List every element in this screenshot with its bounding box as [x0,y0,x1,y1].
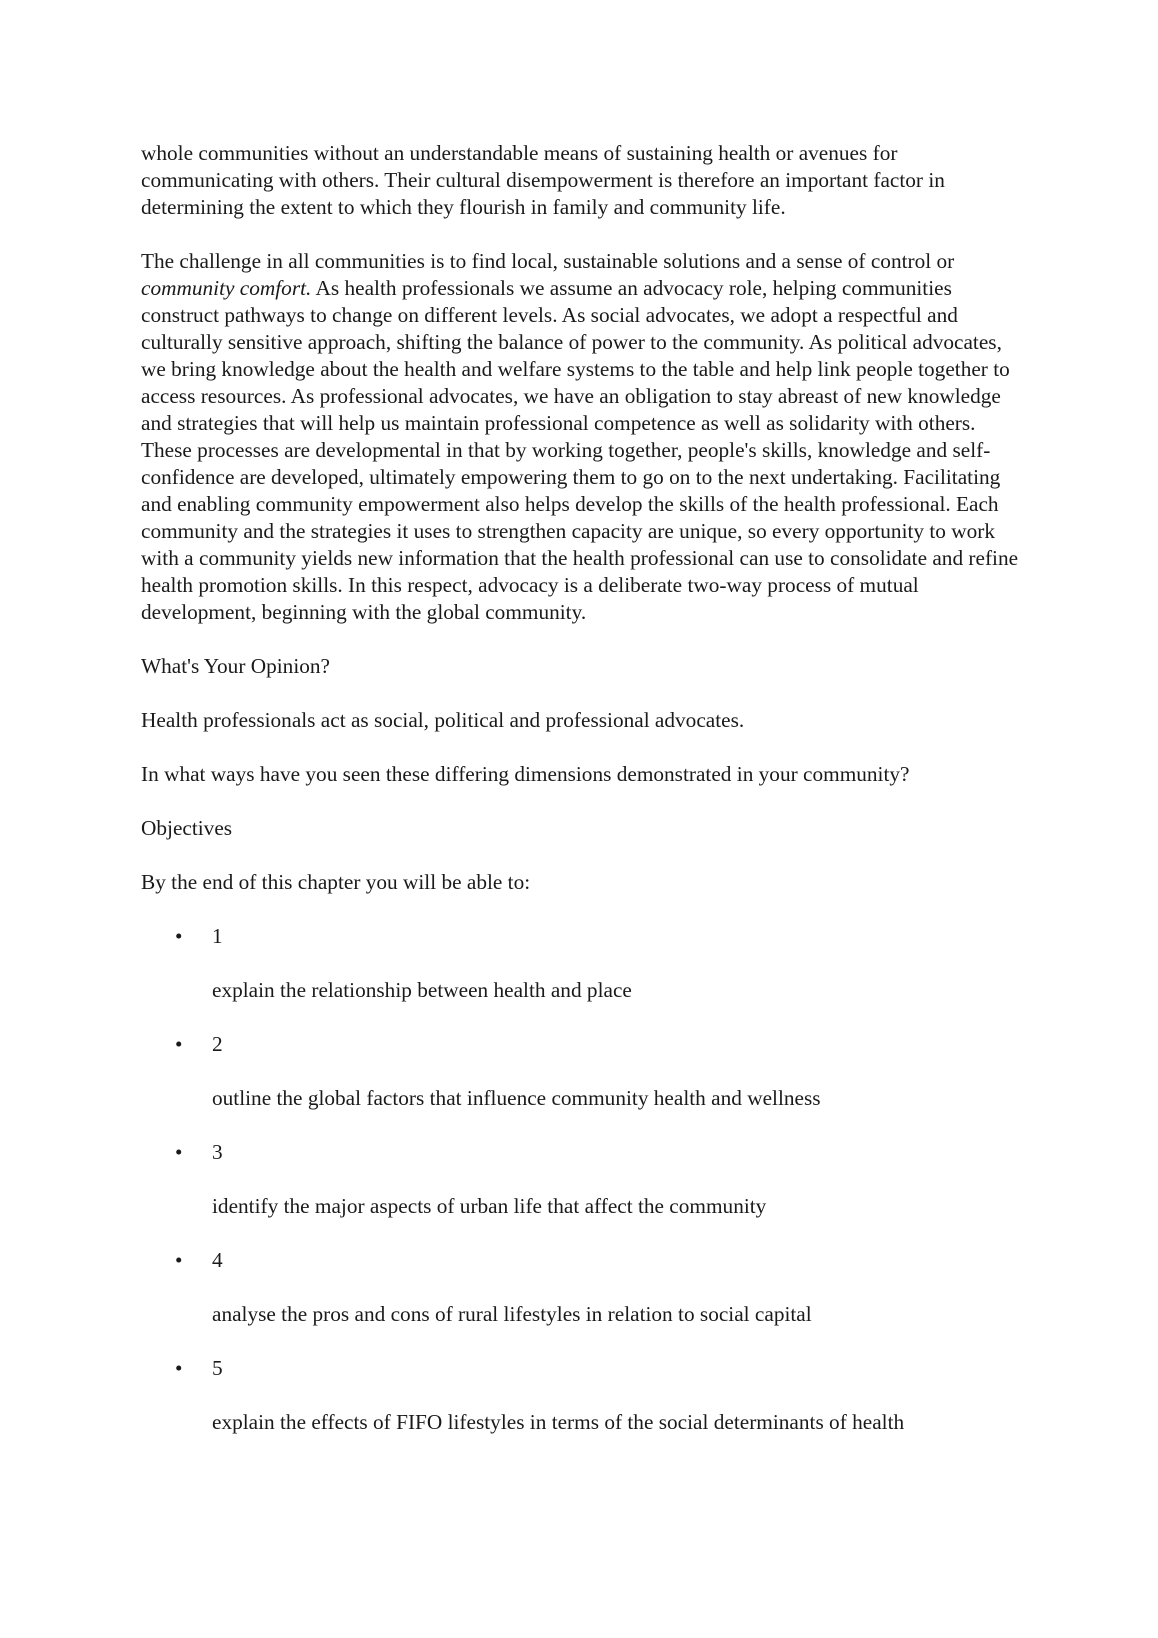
objective-text: identify the major aspects of urban life that affect the community [212,1194,767,1218]
objective-number: 4 [212,1248,223,1272]
paragraph-advocacy-intro: The challenge in all communities is to find local, sustainable solutions and a sense of control or [141,249,955,273]
objective-text: outline the global factors that influence community health and wellness [212,1086,821,1110]
objective-text: analyse the pros and cons of rural lifestyles in relation to social capital [212,1302,812,1326]
bullet-icon: • [175,1356,183,1380]
bullet-icon: • [175,1032,183,1056]
objective-item [141,1355,1031,1436]
objective-number: 2 [212,1032,223,1056]
objective-item [141,923,1031,1004]
page-content [141,140,1031,1463]
opinion-question: In what ways have you seen these differing dimensions demonstrated in your community? [141,762,910,786]
objective-number: 5 [212,1356,223,1380]
opinion-heading: What's Your Opinion? [141,654,330,678]
objective-item [141,1247,1031,1328]
objective-number: 1 [212,924,223,948]
objective-item [141,1139,1031,1220]
bullet-icon: • [175,924,183,948]
paragraph-advocacy [141,248,1031,626]
objective-text: explain the relationship between health and place [212,978,632,1002]
bullet-icon: • [175,1140,183,1164]
objective-text: explain the effects of FIFO lifestyles in terms of the social determinants of health [212,1410,905,1434]
objective-number: 3 [212,1140,223,1164]
objectives-intro: By the end of this chapter you will be able to: [141,870,531,894]
paragraph-advocacy-body: As health professionals we assume an advocacy role, helping communities construct pathways to change on different levels. As social advocates, we adopt a respectful and culturally sensitive approach, shifting the balance of power to the community. As political advocates, we bring knowledge about the health and welfare systems to the table and help link people together to access resources. As professional advocates, we have an obligation to stay abreast of new knowledge and strategies that will help us maintain professional competence as well as solidarity with others. These processes are developmental in that by working together, people's skills, knowledge and self-confidence are developed, ultimately empowering them to go on to the next undertaking. Facilitating and enabling community empowerment also helps develop the skills of the health professional. Each community and the strategies it uses to strengthen capacity are unique, so every opportunity to work with a community yields new information that the health professional can use to consolidate and refine health promotion skills. In this respect, advocacy is a deliberate two-way process of mutual development, beginning with the global community. [141,276,1019,624]
paragraph-cultural-disempowerment: whole communities without an understandable means of sustaining health or avenues for communicating with others. Their cultural disempowerment is therefore an important factor in determining the extent to which they flourish in family and community life. [141,141,945,219]
objectives-heading: Objectives [141,816,233,840]
italic-term-community-comfort: community comfort. [141,276,312,300]
objectives-list [141,923,1031,1436]
bullet-icon: • [175,1248,183,1272]
opinion-statement: Health professionals act as social, political and professional advocates. [141,708,745,732]
objective-item [141,1031,1031,1112]
